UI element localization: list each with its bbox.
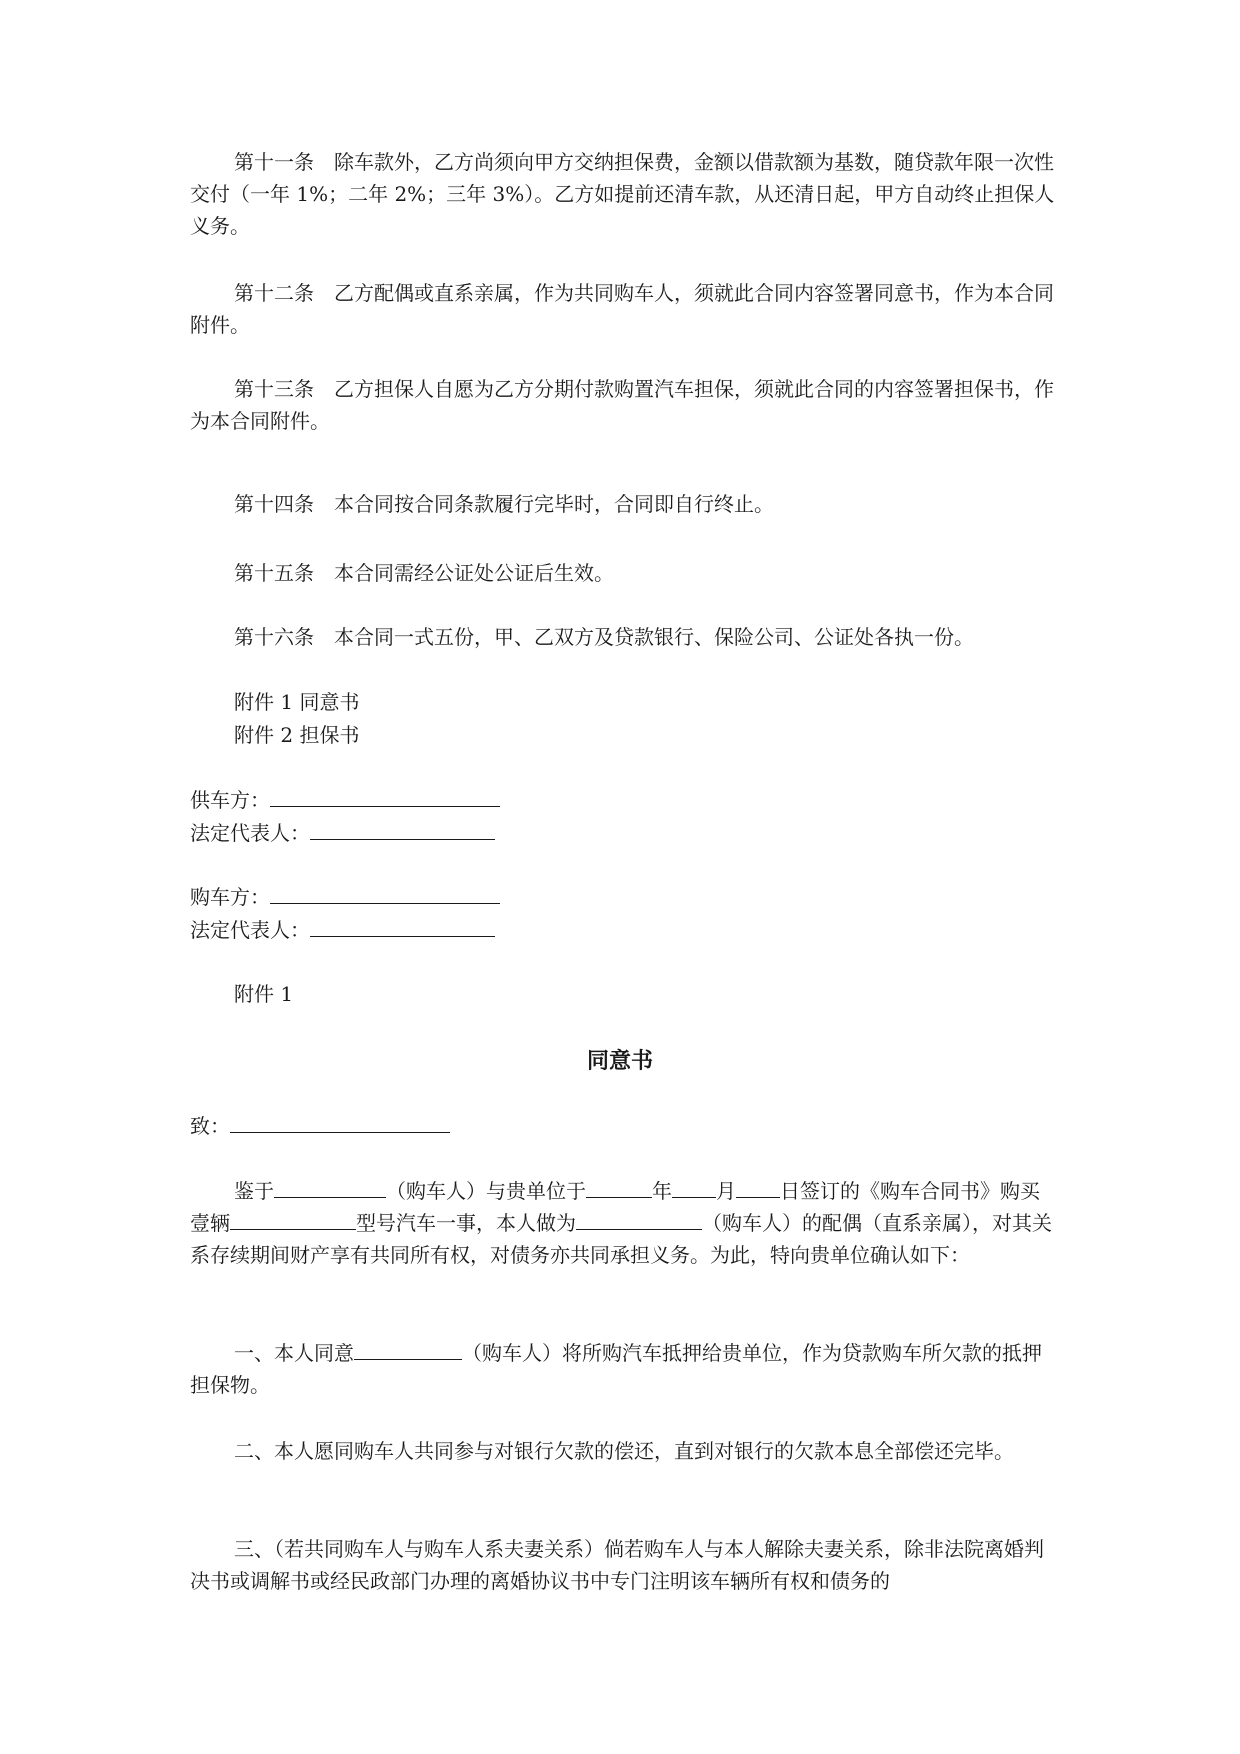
consent-paragraph-4: 三、（若共同购车人与购车人系夫妻关系）倘若购车人与本人解除夫妻关系，除非法院离婚判决书或调解书或经民政部门办理的离婚协议书中专门注明该车辆所有权和债务的 (190, 1537, 1044, 1593)
p2-seg-2: （购车人）将所购汽车抵押给贵单位，作为贷款购车所欠款的抵押担保物。 (190, 1341, 1042, 1397)
supplier-label: 供车方： (190, 788, 270, 812)
attachment-item-2: 附件 2 担保书 (234, 723, 360, 747)
article-11-text: 除车款外，乙方尚须向甲方交纳担保费，金额以借款额为基数，随贷款年限一次性交付（一年 1%；二年 2%；三年 3%）。乙方如提前还清车款，从还清日起，甲方自动终止担保人义务。 (190, 150, 1055, 238)
annex-title: 同意书 (586, 1048, 653, 1074)
article-16-label: 第十六条 (234, 625, 314, 649)
buyer-rep-blank[interactable] (310, 914, 495, 937)
consent-paragraph-1 (190, 1175, 1058, 1271)
article-15-label: 第十五条 (234, 561, 314, 585)
supplier-blank[interactable] (270, 784, 500, 807)
article-13-text: 乙方担保人自愿为乙方分期付款购置汽车担保，须就此合同的内容签署担保书，作为本合同附件。 (190, 377, 1054, 433)
p1-seg-1: 鉴于 (234, 1179, 274, 1203)
p1-seg-7: （购车人）的配偶（直系亲属），对其关系存续期间财产享有共同所有权，对债务亦共同承担义务。为此，特向贵单位确认如下： (190, 1211, 1052, 1267)
article-11 (190, 146, 1058, 242)
annex-heading: 附件 1 (234, 982, 294, 1006)
buyer-signature-line (190, 881, 500, 913)
supplier-rep-label: 法定代表人： (190, 821, 310, 845)
supplier-rep-signature-line (190, 817, 495, 849)
p1-seg-5: 日签订的《购车合同书》购买壹辆 (190, 1179, 1040, 1235)
attachment-item-1: 附件 1 同意书 (234, 690, 360, 714)
article-15 (190, 557, 1058, 589)
buyer-name-blank-2[interactable] (576, 1207, 702, 1230)
addressee-blank[interactable] (230, 1110, 450, 1133)
supplier-signature-line (190, 784, 500, 816)
article-16-text: 本合同一式五份，甲、乙双方及贷款银行、保险公司、公证处各执一份。 (334, 625, 974, 649)
p1-seg-3: 年 (652, 1179, 672, 1203)
article-12 (190, 277, 1058, 341)
article-14-text: 本合同按合同条款履行完毕时，合同即自行终止。 (334, 492, 774, 516)
buyer-name-blank[interactable] (274, 1175, 386, 1198)
year-blank[interactable] (586, 1175, 652, 1198)
supplier-rep-blank[interactable] (310, 817, 495, 840)
article-15-text: 本合同需经公证处公证后生效。 (334, 561, 614, 585)
buyer-rep-signature-line (190, 914, 495, 946)
p1-seg-2: （购车人）与贵单位于 (386, 1179, 586, 1203)
consent-paragraph-3: 二、本人愿同购车人共同参与对银行欠款的偿还，直到对银行的欠款本息全部偿还完毕。 (234, 1439, 1014, 1463)
buyer-label: 购车方： (190, 885, 270, 909)
month-blank[interactable] (672, 1175, 716, 1198)
article-12-text: 乙方配偶或直系亲属，作为共同购车人，须就此合同内容签署同意书，作为本合同附件。 (190, 281, 1054, 337)
addressee-label: 致： (190, 1114, 230, 1138)
article-11-label: 第十一条 (234, 150, 314, 174)
day-blank[interactable] (736, 1175, 780, 1198)
consent-paragraph-2 (190, 1337, 1058, 1401)
buyer-blank[interactable] (270, 881, 500, 904)
article-16 (190, 621, 1058, 653)
model-blank[interactable] (230, 1207, 356, 1230)
article-14-label: 第十四条 (234, 492, 314, 516)
article-12-label: 第十二条 (234, 281, 314, 305)
article-13-label: 第十三条 (234, 377, 314, 401)
p2-seg-1: 一、本人同意 (234, 1341, 354, 1365)
addressee-line (190, 1110, 450, 1142)
article-14 (190, 488, 1058, 520)
p1-seg-6: 型号汽车一事，本人做为 (356, 1211, 576, 1235)
article-13 (190, 373, 1058, 437)
buyer-name-blank-3[interactable] (354, 1337, 462, 1360)
p1-seg-4: 月 (716, 1179, 736, 1203)
buyer-rep-label: 法定代表人： (190, 918, 310, 942)
